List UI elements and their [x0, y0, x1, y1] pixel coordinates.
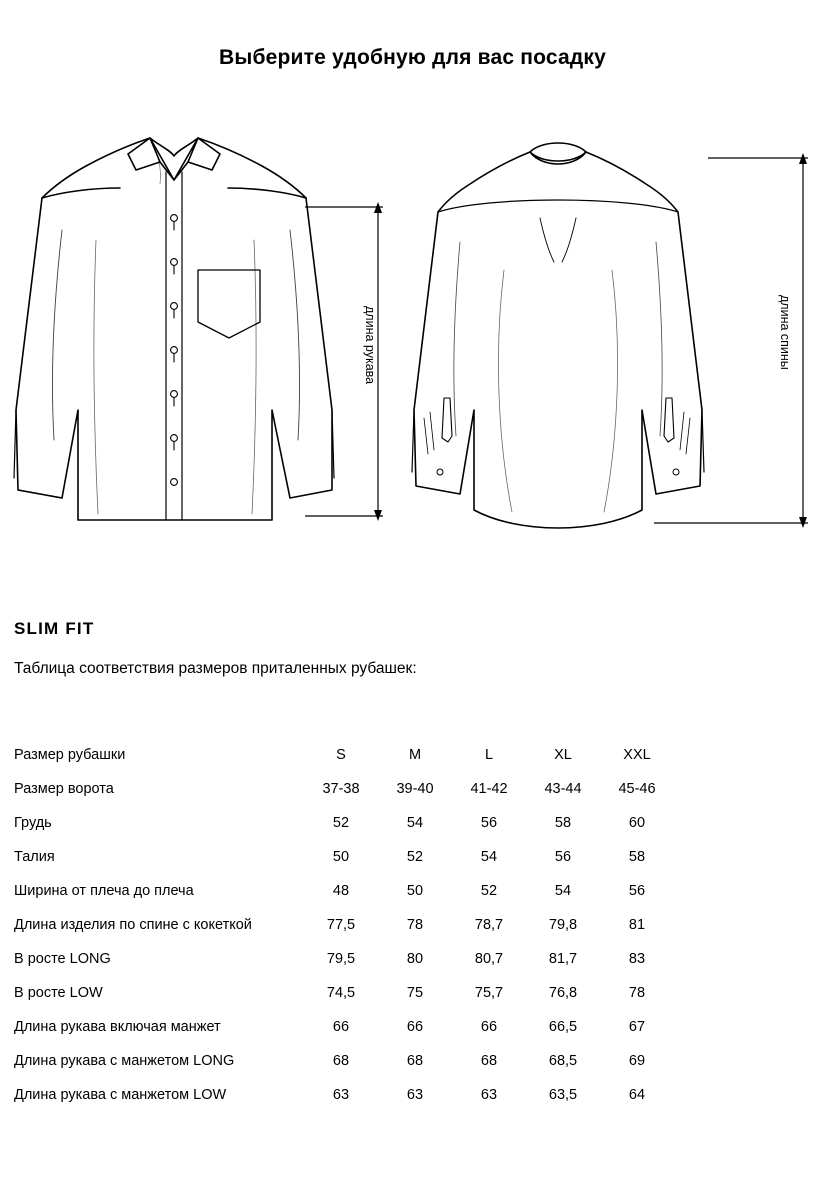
row-label: Ширина от плеча до плеча	[14, 883, 194, 899]
cell: 56	[554, 849, 572, 865]
cell: 52	[480, 883, 498, 899]
cell: 56	[628, 883, 646, 899]
fit-name: SLIM FIT	[14, 619, 95, 638]
table-column-xl: XL	[554, 747, 572, 763]
cell: 78,7	[474, 917, 504, 933]
table-row	[14, 942, 674, 976]
cell: 66	[406, 1019, 424, 1035]
cell: 68	[480, 1053, 498, 1069]
shirt-diagram	[0, 110, 825, 560]
cell: 79,8	[548, 917, 578, 933]
row-label: Грудь	[14, 815, 52, 831]
cell: 54	[480, 849, 498, 865]
cell: 63,5	[548, 1087, 578, 1103]
cell: 74,5	[326, 985, 356, 1001]
table-row	[14, 1044, 674, 1078]
row-label: Талия	[14, 849, 55, 865]
page-title: Выберите удобную для вас посадку	[218, 46, 607, 69]
table-column-m: M	[408, 747, 422, 763]
table-row	[14, 1010, 674, 1044]
cell: 63	[480, 1087, 498, 1103]
table-header-row	[14, 738, 674, 772]
cell: 64	[628, 1087, 646, 1103]
table-row	[14, 976, 674, 1010]
table-row	[14, 840, 674, 874]
fit-description: Таблица соответствия размеров приталенных рубашек:	[14, 660, 417, 677]
table-column-xxl: XXL	[623, 747, 651, 763]
cell: 83	[628, 951, 646, 967]
table-row	[14, 806, 674, 840]
size-table	[14, 738, 674, 1112]
cell: 66	[332, 1019, 350, 1035]
cell: 67	[628, 1019, 646, 1035]
cell: 58	[554, 815, 572, 831]
front-shirt-illustration	[0, 110, 410, 560]
cell: 66	[480, 1019, 498, 1035]
cell: 66,5	[548, 1019, 578, 1035]
cell: 37-38	[322, 781, 360, 797]
row-label: Длина рукава с манжетом LOW	[14, 1087, 227, 1103]
cell: 56	[480, 815, 498, 831]
row-label: В росте LONG	[14, 951, 111, 967]
cell: 54	[554, 883, 572, 899]
cell: 58	[628, 849, 646, 865]
cell: 41-42	[470, 781, 508, 797]
cell: 77,5	[326, 917, 356, 933]
cell: 68,5	[548, 1053, 578, 1069]
cell: 78	[406, 917, 424, 933]
cell: 68	[332, 1053, 350, 1069]
cell: 75	[406, 985, 424, 1001]
cell: 52	[406, 849, 424, 865]
cell: 63	[332, 1087, 350, 1103]
back-length-label: длина спины	[778, 295, 792, 370]
cell: 81	[628, 917, 646, 933]
cell: 81,7	[548, 951, 578, 967]
cell: 78	[628, 985, 646, 1001]
cell: 75,7	[474, 985, 504, 1001]
row-label: Длина рукава с манжетом LONG	[14, 1053, 235, 1069]
cell: 45-46	[618, 781, 656, 797]
cell: 69	[628, 1053, 646, 1069]
table-row	[14, 874, 674, 908]
cell: 79,5	[326, 951, 356, 967]
row-label: В росте LOW	[14, 985, 103, 1001]
cell: 54	[406, 815, 424, 831]
table-column-l: L	[484, 747, 494, 763]
cell: 80,7	[474, 951, 504, 967]
cell: 50	[332, 849, 350, 865]
cell: 76,8	[548, 985, 578, 1001]
back-shirt-illustration	[408, 110, 818, 560]
row-label: Размер ворота	[14, 781, 114, 797]
row-label: Длина изделия по спине с кокеткой	[14, 917, 252, 933]
cell: 50	[406, 883, 424, 899]
table-row	[14, 908, 674, 942]
cell: 43-44	[544, 781, 582, 797]
table-row	[14, 1078, 674, 1112]
table-header-label: Размер рубашки	[14, 747, 126, 763]
sleeve-length-label: длина рукава	[363, 306, 377, 385]
table-column-s: S	[336, 747, 346, 763]
cell: 60	[628, 815, 646, 831]
cell: 80	[406, 951, 424, 967]
row-label: Длина рукава включая манжет	[14, 1019, 221, 1035]
cell: 63	[406, 1087, 424, 1103]
cell: 52	[332, 815, 350, 831]
cell: 68	[406, 1053, 424, 1069]
cell: 39-40	[396, 781, 434, 797]
table-row	[14, 772, 674, 806]
cell: 48	[332, 883, 350, 899]
